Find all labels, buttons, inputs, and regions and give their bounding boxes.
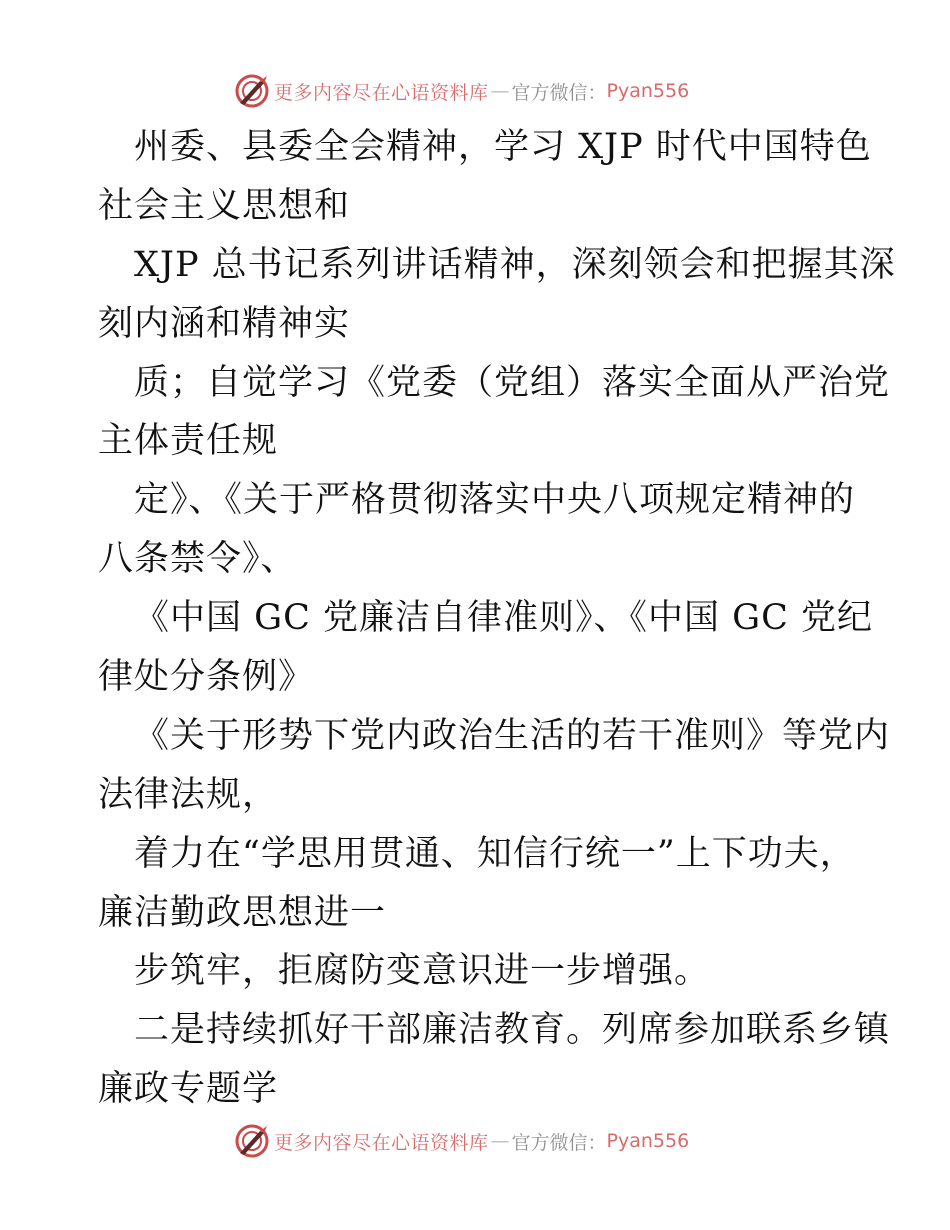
text-line: 法律法规， [98, 774, 279, 815]
banner-account: Pyan556 [606, 1130, 690, 1152]
banner-separator: — [490, 1130, 510, 1152]
text-line: 社会主义思想和 [98, 185, 351, 226]
text-line: 主体责任规 [98, 421, 279, 462]
text-line: 质；自觉学习《党委（党组）落实全面从严治党 [134, 362, 891, 403]
text-line: XJP 总书记系列讲话精神，深刻领会和把握其深 [134, 244, 896, 285]
banner-title: 更多内容尽在心语资料库 [274, 81, 489, 104]
text-line: 刻内涵和精神实 [98, 303, 351, 344]
header-banner [234, 71, 689, 111]
banner-wechat-label: 官方微信： [511, 1131, 607, 1154]
text-line: 步筑牢，拒腐防变意识进一步增强。 [134, 951, 711, 992]
text-line: 廉政专题学 [98, 1069, 279, 1110]
document-body [98, 118, 896, 1119]
banner-wechat-label: 官方微信： [511, 81, 607, 104]
text-line: 着力在“学思用贯通、知信行统一”上下功夫， [134, 833, 856, 874]
footer-banner [234, 1121, 689, 1161]
text-line: 八条禁令》、 [98, 539, 297, 580]
text-line: 州委、县委全会精神，学习 XJP 时代中国特色 [134, 127, 872, 167]
text-line: 二是持续抓好干部廉洁教育。列席参加联系乡镇 [134, 1010, 891, 1051]
text-line: 律处分条例》 [98, 657, 315, 698]
text-line: 《关于形势下党内政治生活的若干准则》等党内 [134, 715, 891, 756]
banner-account: Pyan556 [606, 80, 690, 102]
banner-title: 更多内容尽在心语资料库 [274, 1131, 489, 1154]
text-line: 廉洁勤政思想进一 [98, 892, 387, 933]
quill-seal-logo-icon [234, 1123, 270, 1159]
text-line: 《中国 GC 党廉洁自律准则》、《中国 GC 党纪 [134, 598, 873, 639]
quill-seal-logo-icon [234, 73, 270, 109]
banner-separator: — [490, 80, 510, 102]
text-line: 定》、《关于严格贯彻落实中央八项规定精神的 [134, 480, 856, 521]
